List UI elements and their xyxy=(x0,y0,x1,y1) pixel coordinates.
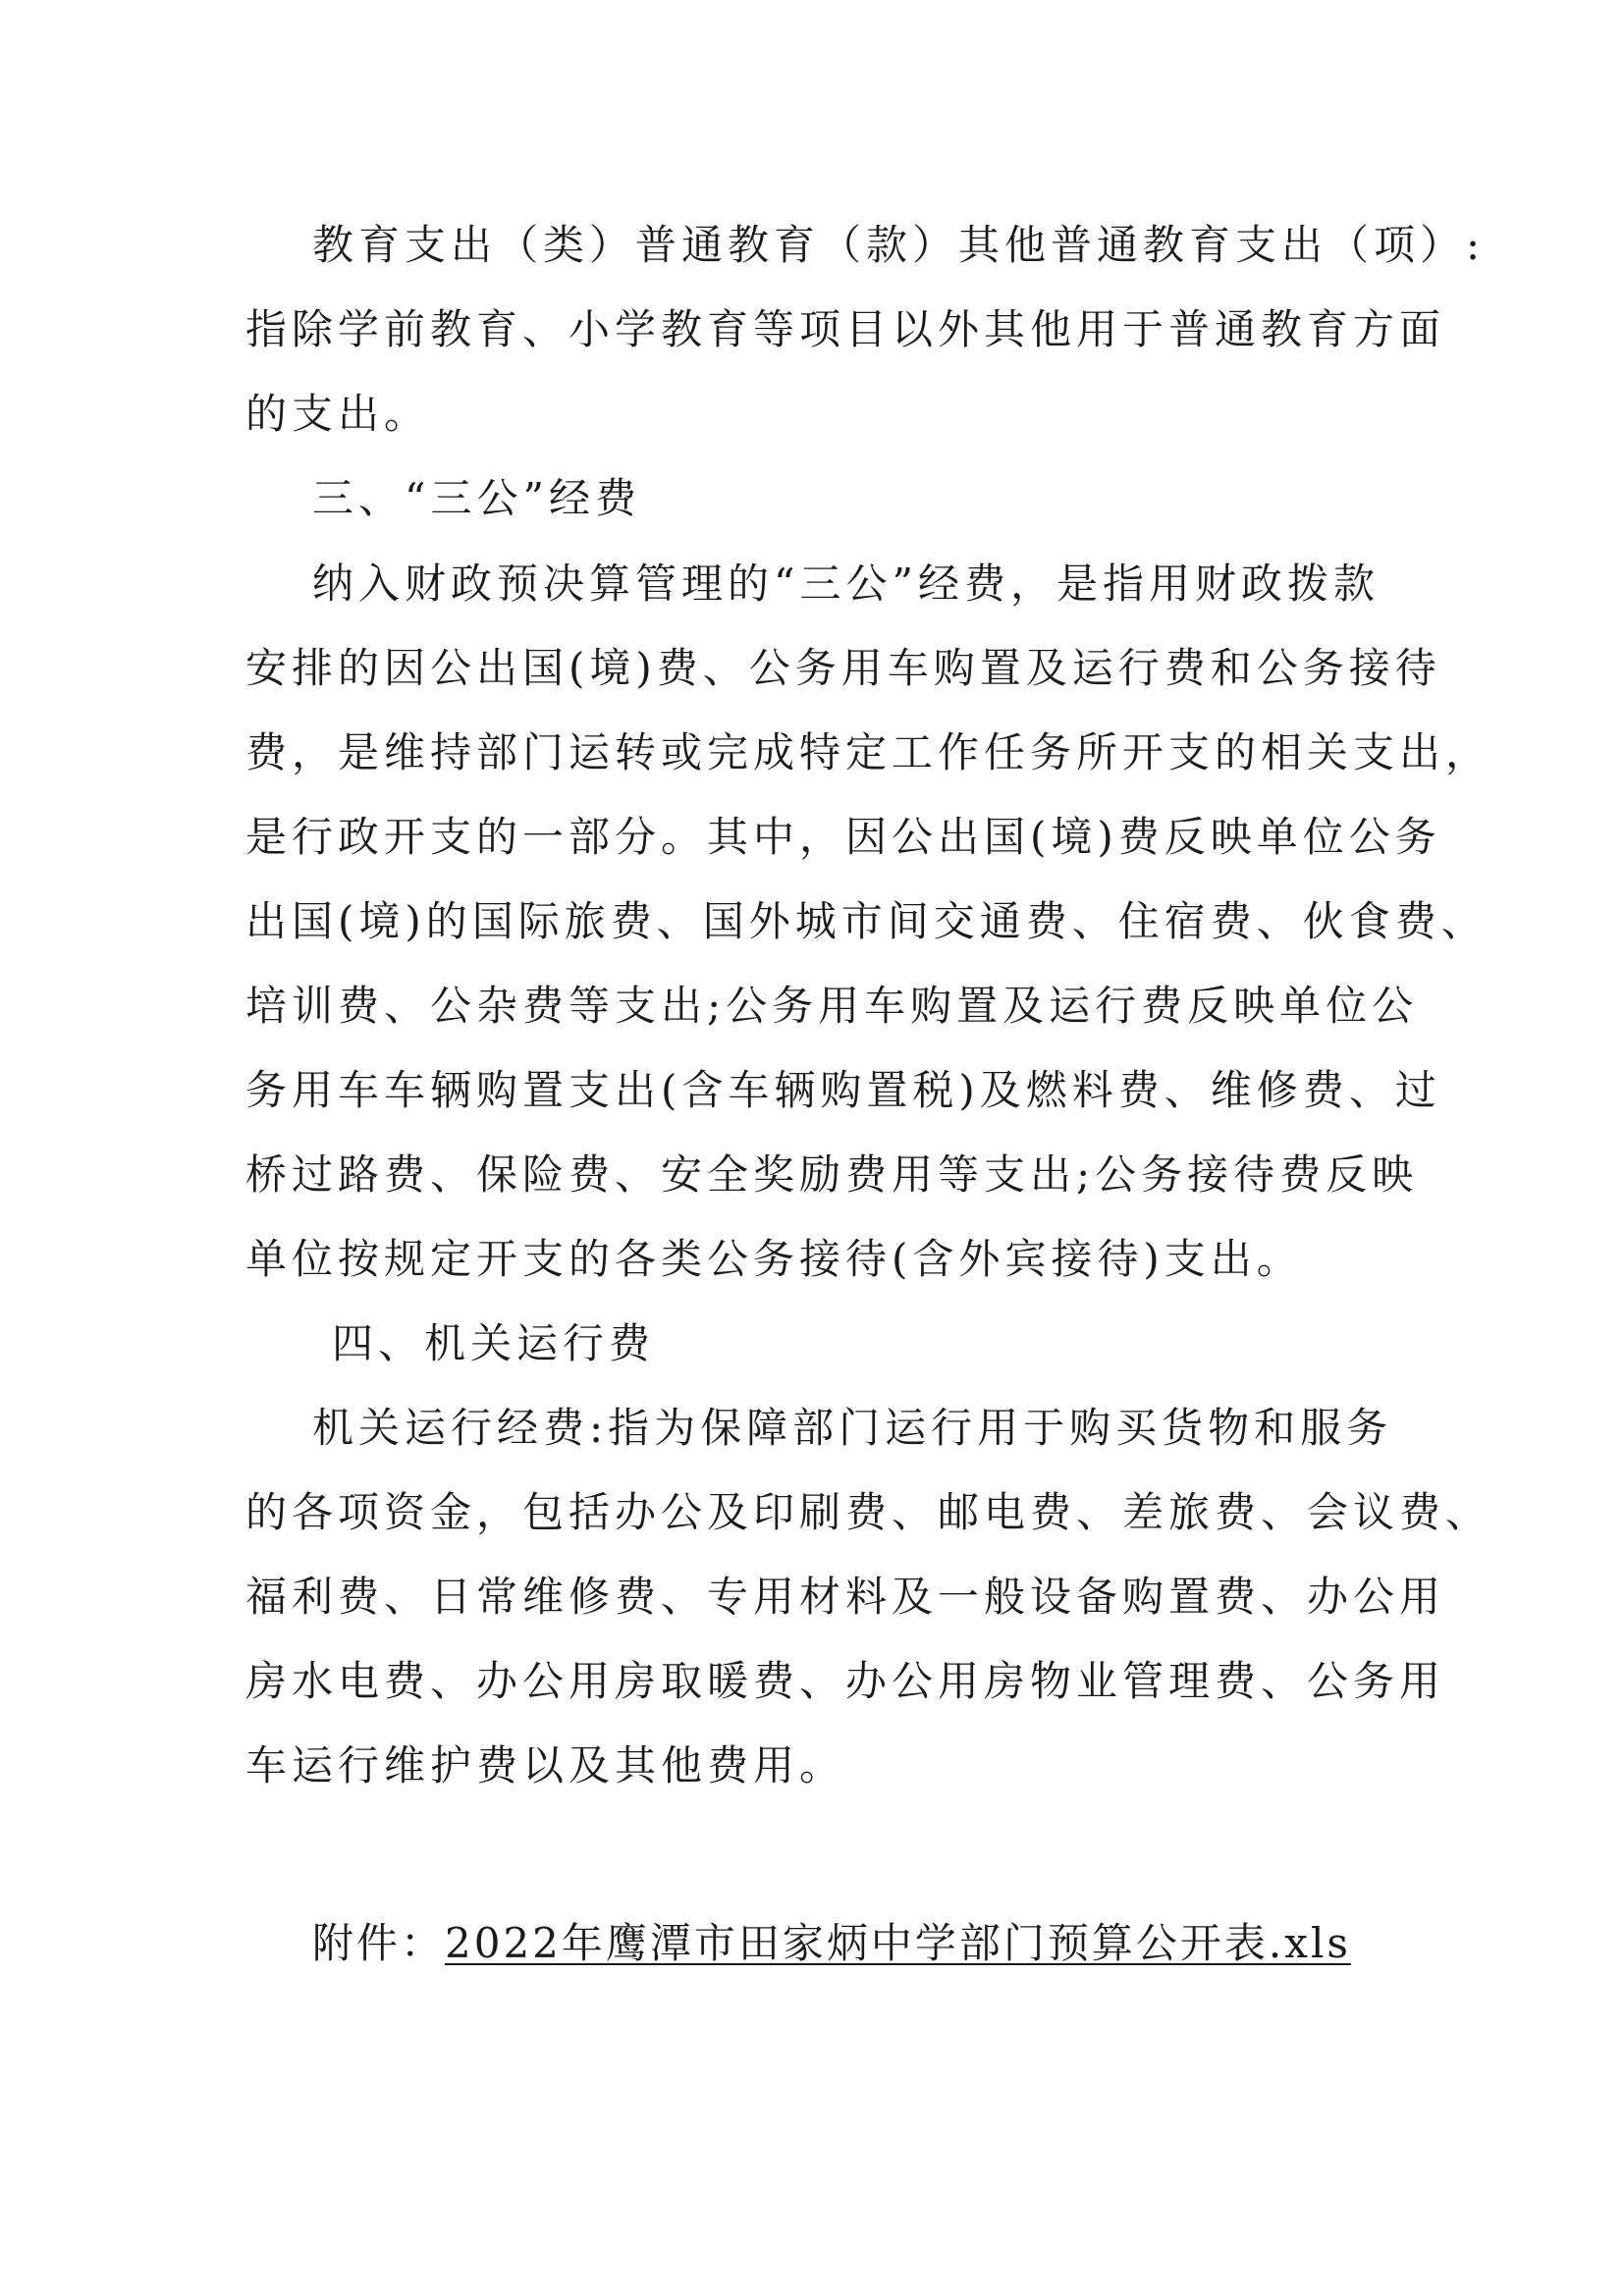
paragraph-3-line-1: 纳入财政预决算管理的“三公”经费，是指用财政拨款 xyxy=(312,560,1380,608)
section-heading-four-operating-costs: 四、机关运行费 xyxy=(332,1319,656,1367)
paragraph-3-line-7: 务用车车辆购置支出(含车辆购置税)及燃料费、维修费、过 xyxy=(245,1066,1441,1114)
paragraph-3-line-5: 出国(境)的国际旅费、国外城市间交通费、住宿费、伙食费、 xyxy=(245,897,1488,945)
paragraph-5-line-2: 的各项资金，包括办公及印刷费、邮电费、差旅费、会议费、 xyxy=(245,1488,1492,1536)
paragraph-1-line-3: 的支出。 xyxy=(245,390,431,438)
paragraph-5-line-4: 房水电费、办公用房取暖费、办公用房物业管理费、公务用 xyxy=(245,1657,1446,1705)
paragraph-5-line-5: 车运行维护费以及其他费用。 xyxy=(245,1741,846,1789)
paragraph-3-line-4: 是行政开支的一部分。其中，因公出国(境)费反映单位公务 xyxy=(245,813,1441,861)
paragraph-5-line-3: 福利费、日常维修费、专用材料及一般设备购置费、办公用 xyxy=(245,1573,1446,1621)
paragraph-1-line-1: 教育支出（类）普通教育（款）其他普通教育支出（项）: xyxy=(312,221,1486,269)
paragraph-1-line-2: 指除学前教育、小学教育等项目以外其他用于普通教育方面 xyxy=(245,305,1446,353)
attachment-line xyxy=(312,1914,1351,1973)
section-heading-three-public-expenses: 三、“三公”经费 xyxy=(312,474,641,522)
attachment-link[interactable]: 2022年鹰潭市田家炳中学部门预算公开表.xls xyxy=(445,1919,1351,1967)
paragraph-3-line-9: 单位按规定开支的各类公务接待(含外宾接待)支出。 xyxy=(245,1235,1303,1283)
paragraph-3-line-3: 费，是维持部门运转或完成特定工作任务所开支的相关支出， xyxy=(245,728,1492,776)
paragraph-3-line-6: 培训费、公杂费等支出;公务用车购置及运行费反映单位公 xyxy=(245,982,1419,1030)
attachment-label: 附件： xyxy=(312,1919,446,1967)
paragraph-5-line-1: 机关运行经费:指为保障部门运行用于购买货物和服务 xyxy=(312,1404,1393,1452)
paragraph-3-line-2: 安排的因公出国(境)费、公务用车购置及运行费和公务接待 xyxy=(245,644,1441,692)
paragraph-3-line-8: 桥过路费、保险费、安全奖励费用等支出;公务接待费反映 xyxy=(245,1150,1419,1199)
